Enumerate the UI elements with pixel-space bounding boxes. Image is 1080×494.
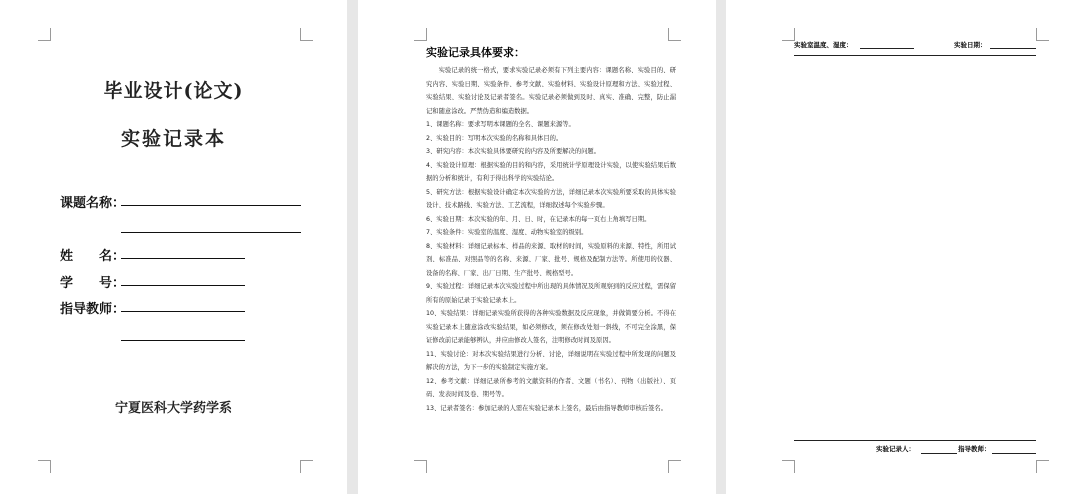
list-item: 13、记录者签名：参加记录的人需在实验记录本上签名，最后由指导教师审核后签名。 (426, 404, 667, 412)
crop-mark (1036, 460, 1049, 473)
advisor-signature-label: 指导教师： (958, 445, 991, 453)
topic-line-1[interactable] (121, 192, 301, 206)
list-item: 11、实验讨论：对本次实验结果进行分析、讨论，详细说明在实验过程中所发现的问题及解决的方法，为下一步的实验制定实施方案。 (426, 350, 676, 371)
lab-conditions-line[interactable] (860, 38, 914, 49)
list-item: 9、实验过程：详细记录本次实验过程中所出现的具体情况及所观察到的反应过程，需保留所有的原始记录于实验记录本上。 (426, 283, 676, 304)
list-item: 8、实验材料：详细记录标本、样品的来源、取材的时间，实验原料的来源、特性，所用试剂、标准品、对照品等的名称、来源、厂家、批号、规格及配制方法等。所使用的仪器、设备的名称、厂家、出厂日期、生产批号、规格型号。 (426, 242, 676, 277)
requirements-intro: 实验记录的统一格式，要求实验记录必须有下列主要内容：课题名称、实验目的、研究内容、实验日期、实验条件、参考文献、实验材料、实验设计原理和方法、实验过程、实验结果、实验讨论及记录者签名。实验记录必须做到及时、真实、准确、完整，防止漏记和随意涂改。严禁伪造和编造数据。 (426, 67, 676, 115)
cover-subtitle: 实验记录本 (120, 128, 226, 150)
advisor-line-1[interactable] (121, 298, 245, 312)
crop-mark (38, 460, 51, 473)
list-item: 4、实验设计原理：根据实验的目的和内容，采用统计学原理设计实验，以使实验结果后数据的分析和统计，有利于得出科学的实验结论。 (426, 161, 676, 182)
institution-name: 宁夏医科大学药学系 (114, 401, 232, 416)
crop-mark (38, 28, 51, 41)
record-page (726, 0, 1080, 494)
crop-mark (414, 28, 427, 41)
footer-rule (794, 439, 1036, 441)
crop-mark (1036, 28, 1049, 41)
crop-mark (300, 28, 313, 41)
name-label: 姓 名： (60, 249, 126, 264)
advisor-signature-line[interactable] (992, 443, 1036, 454)
topic-label: 课题名称： (60, 196, 126, 211)
list-item: 5、研究方法：根据实验设计确定本次实验的方法，详细记录本次实验所要采取的具体实验设计、技术路线、实验方法、工艺流程，详细叙述每个实验步骤。 (426, 188, 676, 209)
list-item: 1、课题名称：要求写明本课题的全名、课题来源等。 (426, 121, 575, 128)
experiment-date-line[interactable] (990, 38, 1036, 49)
list-item: 10、实验结果：详细记录实验所获得的各种实验数据及反应现象，并做简要分析。不得在实验记录本上随意涂改实验结果，如必须修改，须在修改处划一斜线，不可完全涂黑，保证修改前记录能够辨认，并应由修改人签名，注明修改时间及原因。 (426, 310, 676, 344)
crop-mark (668, 460, 681, 473)
advisor-label: 指导教师： (60, 302, 126, 317)
cover-title: 毕业设计(论文) (103, 80, 244, 102)
list-item: 7、实验条件：实验室的温度、湿度、动物实验室的级别。 (426, 229, 588, 236)
crop-mark (668, 28, 681, 41)
experiment-date-label: 实验日期： (954, 41, 987, 49)
list-item: 3、研究内容：本次实验具体要研究的内容及所要解决的问题。 (426, 148, 601, 155)
name-line[interactable] (121, 245, 245, 259)
crop-mark (414, 460, 427, 473)
recorder-line[interactable] (921, 443, 957, 454)
student-id-label: 学 号： (60, 276, 126, 291)
header-rule (794, 54, 1036, 56)
topic-line-2[interactable] (121, 219, 301, 233)
requirements-body (426, 64, 676, 415)
student-id-line[interactable] (121, 272, 245, 286)
crop-mark (300, 460, 313, 473)
list-item: 2、实验目的：写明本次实验的名称和具体目的。 (426, 134, 563, 142)
list-item: 12、参考文献：详细记录所参考的文献资料的作者、文题（书名）、刊物（出版社）、页码、发表时间及卷、期号等。 (426, 377, 676, 398)
cover-page (0, 0, 347, 494)
crop-mark (782, 460, 795, 473)
advisor-line-2[interactable] (121, 327, 245, 341)
recorder-label: 实验记录人： (876, 445, 915, 453)
list-item: 6、实验日期：本次实验的年、月、日、时，在记录本的每一页右上角填写日期。 (426, 215, 651, 223)
lab-conditions-label: 实验室温度、湿度： (794, 41, 853, 49)
requirements-heading: 实验记录具体要求： (426, 46, 525, 59)
